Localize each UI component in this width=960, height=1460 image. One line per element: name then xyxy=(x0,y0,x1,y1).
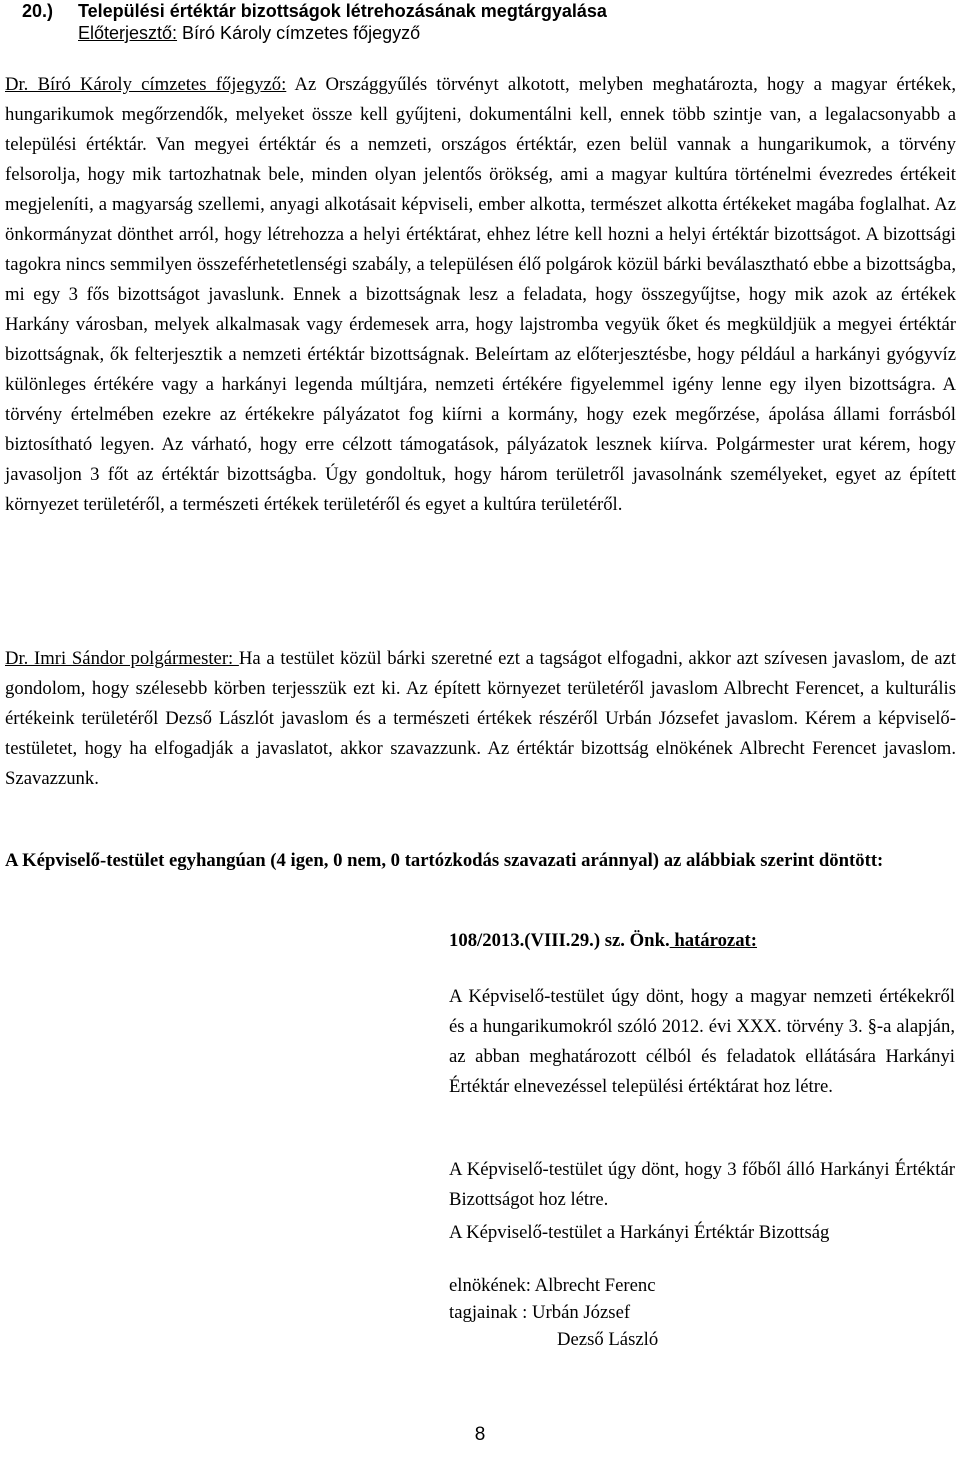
agenda-number: 20.) xyxy=(22,1,54,21)
resolution-paragraph-3: A Képviselő-testület a Harkányi Értéktár Bizottság xyxy=(449,1222,830,1243)
agenda-title xyxy=(22,0,607,22)
speaker-label: Dr. Imri Sándor polgármester: xyxy=(5,648,239,669)
speech-text: Az Országgyűlés törvényt alkotott, melyben meghatározta, hogy a magyar értékek, hungarikumok megőrzendők, melyeket össze kell gyűjteni, dokumentálni kell, ennek több szintje van, a legalacsonyabb a települési értéktár. Van megyei értéktár és a nemzeti, országos értéktár, ezen belül vannak a hungarikumok, a törvény felsorolja, hogy mik tartozhatnak bele, minden olyan jelentős örökség, ami a magyar kultúra történelmi évezredes értékeit megjeleníti, a magyarság szellemi, anyagi alkotásait képviseli, ember alkotta, természet alkotta értékeket magába foglalhat. Az önkormányzat dönthet arról, hogy létrehozza a helyi értéktárat, ehhez létre kell hozni a helyi értéktár bizottságot. A bizottsági tagokra nincs semmilyen összeférhetetlenségi szabály, a településen élő polgárok közül bárki beválasztható ebbe a bizottságba, mi egy 3 fős bizottságot javaslunk. Ennek a bizottságnak lesz a feladata, hogy összegyűjtse, hogy mik azok az értékek Harkány városban, melyek alkalmasak vagy érdemesek arra, hogy lajstromba vegyük őket és megküldjük a megyei értéktár bizottságnak, ők felterjesztik a nemzeti értéktár bizottságnak. Beleírtam az előterjesztésbe, hogy például a harkányi gyógyvíz különleges értékére vagy a harkányi legenda múltjára, nemzeti értékére figyelemmel igény lenne egy ilyen bizottságra. A törvény értelmében ezekre az értékekre pályázatot fog kiírni a kormány, hogy ezek megőrzése, ápolása állami forrásból biztosítható legyen. Az várható, hogy erre célzott támogatások, pályázatok lesznek kiírva. Polgármester urat kérem, hogy javasoljon 3 főt az értéktár bizottságba. Úgy gondoltuk, hogy három területről javasolnánk személyeket, egyet az épített környezet területéről, a természeti értékek területéről és egyet a kultúra területéről. xyxy=(5,74,956,515)
resolution-title xyxy=(449,926,955,956)
agenda-heading xyxy=(22,0,607,44)
decision-statement: A Képviselő-testület egyhangúan (4 igen, 0 nem, 0 tartózkodás szavazati aránnyal) az alábbiak szerint döntött: xyxy=(5,850,884,871)
resolution-paragraph-2: A Képviselő-testület úgy dönt, hogy 3 főből álló Harkányi Értéktár Bizottságot hoz létre. xyxy=(449,1159,955,1210)
presenter-label: Előterjesztő: xyxy=(78,23,178,43)
resolution-label: határozat: xyxy=(669,930,758,951)
speech-text: Ha a testület közül bárki szeretné ezt a tagságot elfogadni, akkor azt szívesen javaslom, de azt gondolom, hogy szélesebb körben terjesszük ezt ki. Az épített környezet területéről javaslom Albrecht Ferencet, a kulturális értékeink területéről Dezső Lászlót javaslom és a természeti értékek részéről Urbán Józsefet javaslom. Kérem a képviselő-testületet, hogy ha elfogadják a javaslatot, akkor szavazzunk. Az értéktár bizottság elnökének Albrecht Ferencet javaslom. Szavazzunk. xyxy=(5,648,956,789)
resolution-member-2: Dezső László xyxy=(557,1329,659,1350)
resolution-chair: elnökének: Albrecht Ferenc xyxy=(449,1275,656,1296)
speaker-label: Dr. Bíró Károly címzetes főjegyző: xyxy=(5,74,287,95)
resolution-members: tagjainak : Urbán József xyxy=(449,1302,631,1323)
page-number: 8 xyxy=(474,1424,486,1445)
speech-imri xyxy=(5,644,956,794)
presenter-name: Bíró Károly címzetes főjegyző xyxy=(177,23,421,43)
speech-bíró xyxy=(5,70,956,520)
resolution-paragraph-1: A Képviselő-testület úgy dönt, hogy a magyar nemzeti értékekről és a hungarikumokról szóló 2012. évi XXX. törvény 3. §-a alapján, az abban meghatározott célból és feladatok ellátására Harkányi Értéktár elnevezéssel települési értéktárat hoz létre. xyxy=(449,986,955,1097)
agenda-presenter xyxy=(22,22,607,44)
resolution-number: 108/2013.(VIII.29.) sz. Önk. xyxy=(449,930,670,951)
agenda-title-text: Települési értéktár bizottságok létrehozásának megtárgyalása xyxy=(78,1,607,21)
